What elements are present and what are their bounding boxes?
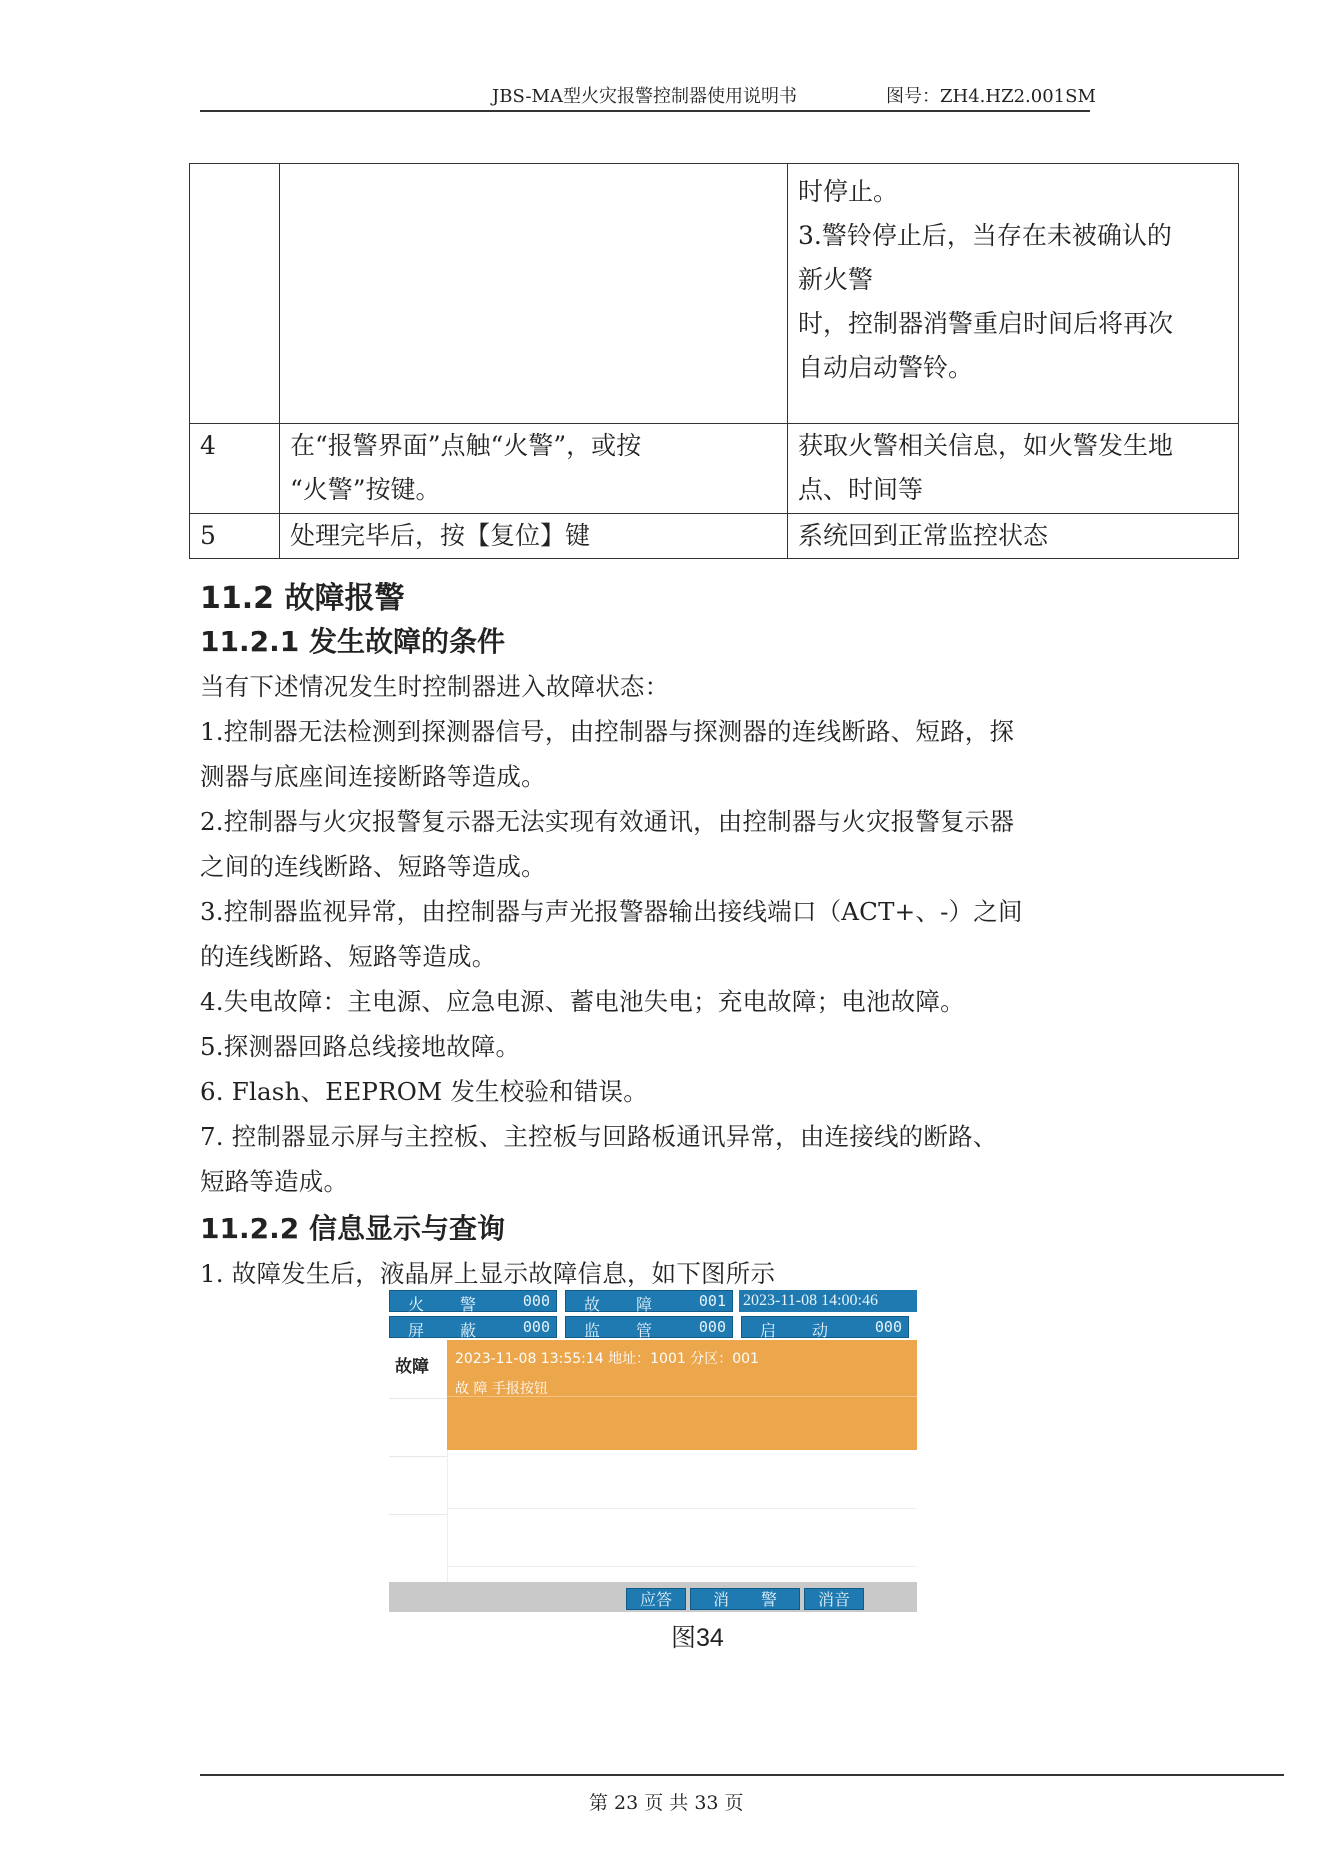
category-label: 故障 (395, 1357, 429, 1377)
section-heading: 11.2 故障报警 (200, 581, 405, 616)
step-text: 1. 故障发生后，液晶屏上显示故障信息，如下图所示 (200, 1259, 776, 1288)
action-line: 处理完毕后，按【复位】键 (290, 521, 591, 550)
row-divider (389, 1456, 447, 1457)
paragraph-line: 4.失电故障：主电源、应急电源、蓄电池失电；充电故障；电池故障。 (200, 987, 965, 1016)
fault-entry-details: 2023-11-08 13:55:14 地址：1001 分区：001 (455, 1351, 759, 1367)
table-row (190, 424, 1239, 514)
paragraph-line: 6. Flash、EEPROM 发生校验和错误。 (200, 1077, 648, 1106)
result-line: 点、时间等 (798, 475, 924, 504)
start-label: 启动 (760, 1321, 865, 1340)
result-line: 系统回到正常监控状态 (798, 521, 1049, 550)
figure-caption: 图34 (671, 1624, 724, 1652)
ack-button[interactable]: 应答 (626, 1588, 686, 1610)
shield-counter[interactable] (389, 1316, 557, 1338)
shield-count: 000 (522, 1318, 550, 1336)
subsection-heading: 11.2.2 信息显示与查询 (200, 1212, 505, 1245)
lcd-button-bar (389, 1582, 917, 1612)
lcd-screenshot (389, 1290, 917, 1612)
table-row (190, 514, 1239, 559)
start-counter[interactable] (741, 1316, 909, 1338)
action-line: “火警”按键。 (290, 475, 441, 504)
fault-label: 故障 (584, 1295, 689, 1314)
paragraph-line: 5.探测器回路总线接地故障。 (200, 1032, 521, 1061)
result-line: 时，控制器消警重启时间后将再次 (798, 309, 1174, 338)
row-divider (447, 1396, 917, 1397)
supervise-count: 000 (698, 1318, 726, 1336)
lcd-datetime: 2023-11-08 14:00:46 (739, 1290, 917, 1312)
step-number-cell: 4 (190, 424, 280, 514)
fault-counter[interactable] (565, 1290, 733, 1312)
fire-alarm-count: 000 (522, 1292, 550, 1310)
page-header (200, 80, 1096, 112)
result-cell (788, 424, 1239, 514)
paragraph-line: 之间的连线断路、短路等造成。 (200, 852, 546, 881)
fault-count: 001 (698, 1292, 726, 1310)
mute-button[interactable]: 消音 (804, 1588, 864, 1610)
result-cell (788, 514, 1239, 559)
document-title: JBS-MA型火灾报警控制器使用说明书 (492, 86, 797, 107)
intro-text: 当有下述情况发生时控制器进入故障状态： (200, 672, 670, 701)
procedure-table (189, 163, 1239, 559)
result-line: 自动启动警铃。 (798, 353, 974, 382)
table-row (190, 164, 1239, 424)
paragraph-line: 1.控制器无法检测到探测器信号，由控制器与探测器的连线断路、短路，探 (200, 717, 1015, 746)
result-cell (788, 164, 1239, 424)
paragraph-line: 3.控制器监视异常，由控制器与声光报警器输出接线端口（ACT+、-）之间 (200, 897, 1023, 926)
paragraph-line: 7. 控制器显示屏与主控板、主控板与回路板通讯异常，由连接线的断路、 (200, 1122, 998, 1151)
fault-entry-type: 故 障 手报按钮 (455, 1381, 548, 1397)
start-count: 000 (874, 1318, 902, 1336)
row-divider (389, 1398, 447, 1399)
footer-divider (200, 1774, 1284, 1776)
paragraph-line: 测器与底座间连接断路等造成。 (200, 762, 546, 791)
subsection-heading: 11.2.1 发生故障的条件 (200, 625, 505, 658)
supervise-counter[interactable] (565, 1316, 733, 1338)
shield-label: 屏蔽 (408, 1321, 513, 1340)
clear-alarm-button[interactable]: 消 警 (690, 1588, 800, 1610)
action-line: 在“报警界面”点触“火警”，或按 (290, 431, 642, 460)
result-line: 3.警铃停止后，当存在未被确认的 (798, 221, 1172, 250)
row-divider (389, 1514, 447, 1515)
page-number: 第 23 页 共 33 页 (589, 1792, 744, 1814)
result-line: 新火警 (798, 265, 874, 294)
action-cell (280, 164, 788, 424)
action-cell (280, 514, 788, 559)
result-line: 获取火警相关信息，如火警发生地 (798, 431, 1174, 460)
step-number-cell: 5 (190, 514, 280, 559)
paragraph-line: 的连线断路、短路等造成。 (200, 942, 497, 971)
figure-number: 图号：ZH4.HZ2.001SM (886, 86, 1096, 107)
result-line: 时停止。 (798, 177, 899, 206)
step-number-cell (190, 164, 280, 424)
fire-alarm-counter[interactable] (389, 1290, 557, 1312)
paragraph-line: 2.控制器与火灾报警复示器无法实现有效通讯，由控制器与火灾报警复示器 (200, 807, 1015, 836)
supervise-label: 监管 (584, 1321, 689, 1340)
paragraph-line: 短路等造成。 (200, 1167, 349, 1196)
action-cell (280, 424, 788, 514)
empty-row (447, 1508, 917, 1509)
fire-alarm-label: 火警 (408, 1295, 513, 1314)
fault-entry[interactable] (447, 1340, 917, 1450)
empty-row (447, 1566, 917, 1567)
category-column (389, 1340, 448, 1588)
